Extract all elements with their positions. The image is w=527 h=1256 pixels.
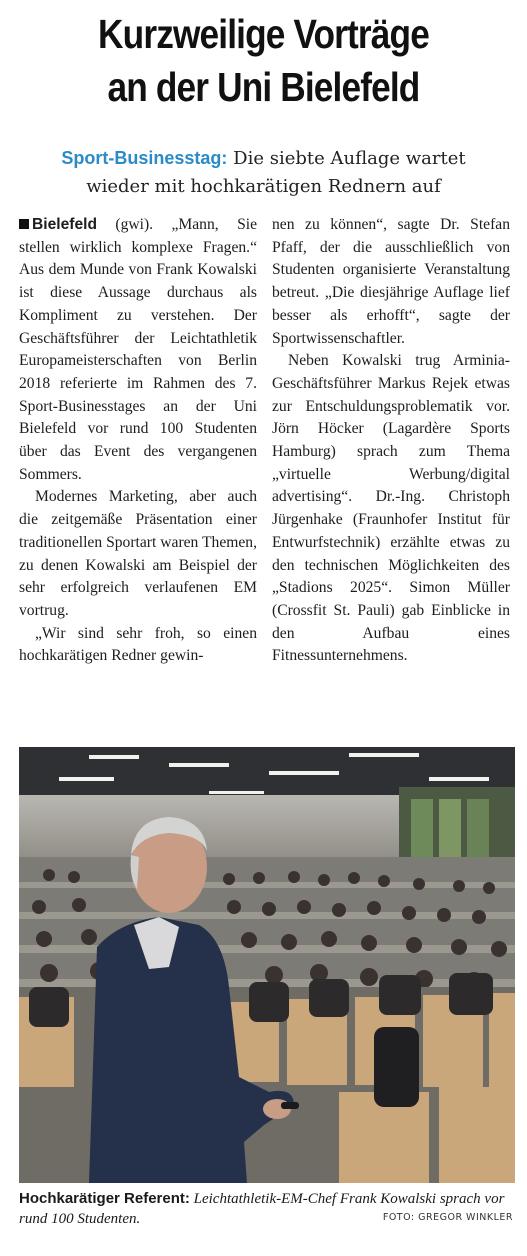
article-column-2 [272, 214, 510, 668]
paragraph: Neben Kowalski trug Arminia-Geschäftsführer Markus Rejek etwas zur Entschuldungsproblematik vor. Jörn Höcker (Lagardère Sports Hamburg) sprach zum Thema „virtuelle Werbung/digital advertising“. Dr.-Ing. Christoph Jürgenhake (Fraunhofer Institut für Entwurfstechnik) erzählte etwas zu den technischen Möglichkeiten des „Stadions 2025“. Simon Müller (Crossfit St. Pauli) gab Einblicke in den Aufbau eines Fitnessunternehmens. [272, 352, 510, 665]
photo-illustration [19, 747, 515, 1183]
bullet-square-icon [19, 219, 29, 229]
caption-lead: Hochkarätiger Referent: [19, 1190, 190, 1207]
subheadline [0, 144, 527, 201]
article-column-1 [19, 214, 257, 668]
paragraph: nen zu können“, sagte Dr. Stefan Pfaff, der die ausschließlich von Studenten organisierte Veranstaltung betreut. „Die diesjährige Auflage lief besser als erhofft“, sagte der Sportwissenschaftler. [272, 216, 510, 347]
caption-text: Leichtathletik-EM-Chef Frank Kowalski sprach vor rund 100 Studenten. [19, 1191, 505, 1227]
headline-line-2: an der Uni Bielefeld [107, 64, 420, 110]
photo-caption [19, 1189, 515, 1229]
kicker: Sport-Businesstag: [61, 148, 228, 168]
headline [37, 8, 490, 114]
headline-line-1: Kurzweilige Vorträge [98, 11, 429, 57]
lecture-hall-photo [19, 747, 515, 1183]
subhead-line-2: wieder mit hochkarätigen Rednern auf [86, 176, 441, 197]
photo-credit: FOTO: GREGOR WINKLER [382, 1212, 513, 1223]
paragraph: Bielefeld (gwi). „Mann, Sie stellen wirklich komplexe Fragen.“ Aus dem Munde von Frank Kowalski ist diese Aussage durchaus als Kompliment zu verstehen. Der Geschäftsführer der Leichtathletik Europameisterschaften von Berlin 2018 referierte im Rahmen des 7. Sport-Businesstages an der Uni Bielefeld vor rund 100 Studenten über das Event des vergangenen Sommers. [19, 216, 257, 483]
paragraph: Modernes Marketing, aber auch die zeitgemäße Präsentation einer traditionellen Sportart waren Themen, zu denen Kowalski am Beispiel der sehr erfolgreich verlaufenen EM vortrug. [19, 488, 257, 619]
dateline: Bielefeld [32, 216, 97, 233]
paragraph: „Wir sind sehr froh, so einen hochkarätigen Redner gewin- [19, 624, 257, 665]
subhead-line-1: Die siebte Auflage wartet [233, 148, 466, 169]
